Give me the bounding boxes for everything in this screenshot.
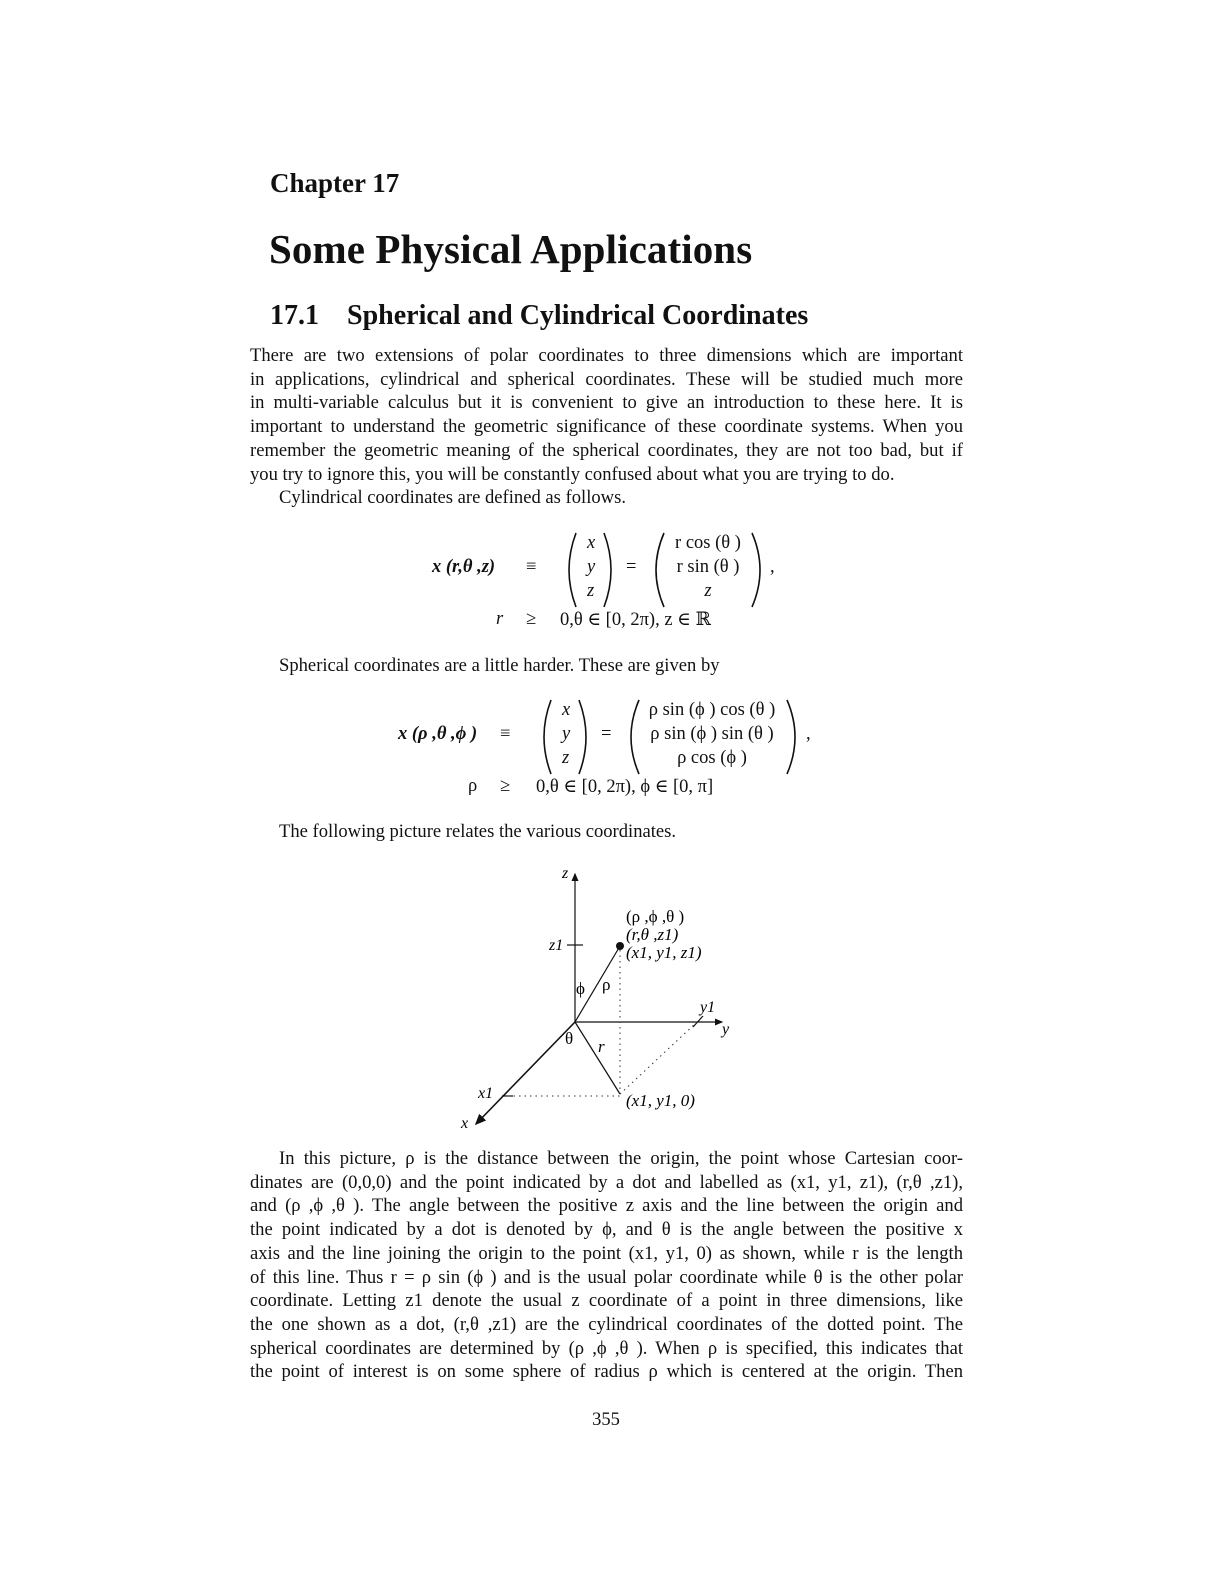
equation-lhs: x (r,θ ,z) [432,557,496,577]
paragraph-line: axis and the line joining the origin to the point (x1, y1, 0) as shown, while r is the length [250,1242,963,1264]
explanation-paragraph [250,1147,963,1384]
paragraph-line: There are two extensions of polar coordinates to three dimensions which are important [250,345,963,366]
rho-length-label: ρ [602,975,611,994]
paragraph-line: you try to ignore this, you will be constantly confused about what you are trying to do. [250,463,895,485]
theta-angle-label: θ [565,1029,574,1048]
chapter-title: Some Physical Applications [269,226,753,272]
chapter-label: Chapter 17 [270,168,400,198]
paragraph-line: dinates are (0,0,0) and the point indicated by a dot and labelled as (x1, y1, z1), (r,θ ,z1), [250,1171,963,1193]
page-number: 355 [592,1410,620,1430]
paragraph-line: the point of interest is on some sphere of radius ρ which is centered at the origin. Then [250,1361,963,1383]
cylindrical-point-label: (r,θ ,z1) [626,925,679,944]
component-z: z [704,581,712,601]
equiv-sign: ≡ [500,724,511,744]
spherical-intro-block [250,654,963,678]
paragraph-line: of this line. Thus r = ρ sin (ϕ ) and is the usual polar coordinate while θ is the other polar [250,1266,963,1288]
x-axis-label: x [461,1115,469,1132]
vector-y: y [587,557,596,577]
constraint-lhs: r [496,609,504,629]
picture-intro: The following picture relates the various coordinates. [279,821,677,842]
section-title: Spherical and Cylindrical Coordinates [347,300,809,331]
vector-y: y [562,724,571,744]
paragraph-line: coordinate. Letting z1 denote the usual z coordinate of a point in three dimensions, like [250,1290,963,1312]
component-z: ρ cos (ϕ ) [677,748,747,768]
spherical-intro: Spherical coordinates are a little harder. These are given by [279,655,720,676]
spherical-point-label: (ρ ,ϕ ,θ ) [626,907,685,926]
paragraph-line: and (ρ ,ϕ ,θ ). The angle between the positive z axis and the line between the origin and [250,1195,963,1217]
component-y: ρ sin (ϕ ) sin (θ ) [650,724,774,744]
constraint-rhs: 0,θ ∈ [0, 2π), z ∈ ℝ [560,610,711,630]
coordinate-diagram [450,855,770,1140]
paragraph-line: in applications, cylindrical and spherical coordinates. These will be studied much more [250,368,963,390]
vector-z: z [587,581,595,601]
paragraph-line: remember the geometric meaning of the spherical coordinates, they are not too bad, but if [250,439,963,461]
paragraph-line: important to understand the geometric significance of these coordinate systems. When you [250,416,963,438]
constraint-relation: ≥ [526,609,537,629]
component-x: ρ sin (ϕ ) cos (θ ) [648,700,776,720]
paragraph-line: the point indicated by a dot is denoted by ϕ, and θ is the angle between the positive x [250,1219,963,1241]
paragraph-line: In this picture, ρ is the distance between the origin, the point whose Cartesian coor- [279,1148,963,1169]
equiv-sign: ≡ [526,557,537,577]
picture-intro-block [250,820,963,844]
constraint-rhs: 0,θ ∈ [0, 2π), ϕ ∈ [0, π] [536,777,714,797]
trailing-comma: , [770,557,775,577]
x-axis [476,1022,575,1124]
y-axis-label: y [722,1021,730,1038]
cartesian-point-label: (x1, y1, z1) [626,943,702,962]
constraint-relation: ≥ [500,776,511,796]
section-heading [270,300,808,332]
paragraph-line: the one shown as a dot, (r,θ ,z1) are the cylindrical coordinates of the dotted point. The [250,1313,963,1335]
point-dot [616,942,624,950]
y1-tick-label: y1 [700,999,716,1016]
paragraph-line: spherical coordinates are determined by (ρ ,ϕ ,θ ). When ρ is specified, this indicates that [250,1337,963,1359]
equals-sign: = [626,557,637,577]
equals-sign: = [601,724,612,744]
z-axis-label: z [562,865,569,882]
r-length-label: r [598,1037,605,1056]
vector-z: z [562,748,570,768]
x1-tick-label: x1 [478,1085,494,1102]
component-x: r cos (θ ) [675,533,741,553]
cylindrical-equation [0,525,1224,640]
cylindrical-intro: Cylindrical coordinates are defined as follows. [279,487,626,509]
section-number: 17.1 [270,300,319,331]
vector-x: x [562,700,571,720]
spherical-equation [0,690,1224,805]
equation-lhs: x (ρ ,θ ,ϕ ) [398,724,478,744]
projection-point-label: (x1, y1, 0) [626,1091,695,1110]
z1-tick-label: z1 [549,937,564,954]
trailing-comma: , [806,724,811,744]
phi-angle-label: ϕ [576,979,585,998]
intro-paragraph [250,344,963,510]
vector-x: x [587,533,596,553]
component-y: r sin (θ ) [676,557,740,577]
r-line [575,1022,620,1094]
paragraph-line: in multi-variable calculus but it is convenient to give an introduction to these here. It is [250,392,963,414]
constraint-lhs: ρ [468,776,478,796]
